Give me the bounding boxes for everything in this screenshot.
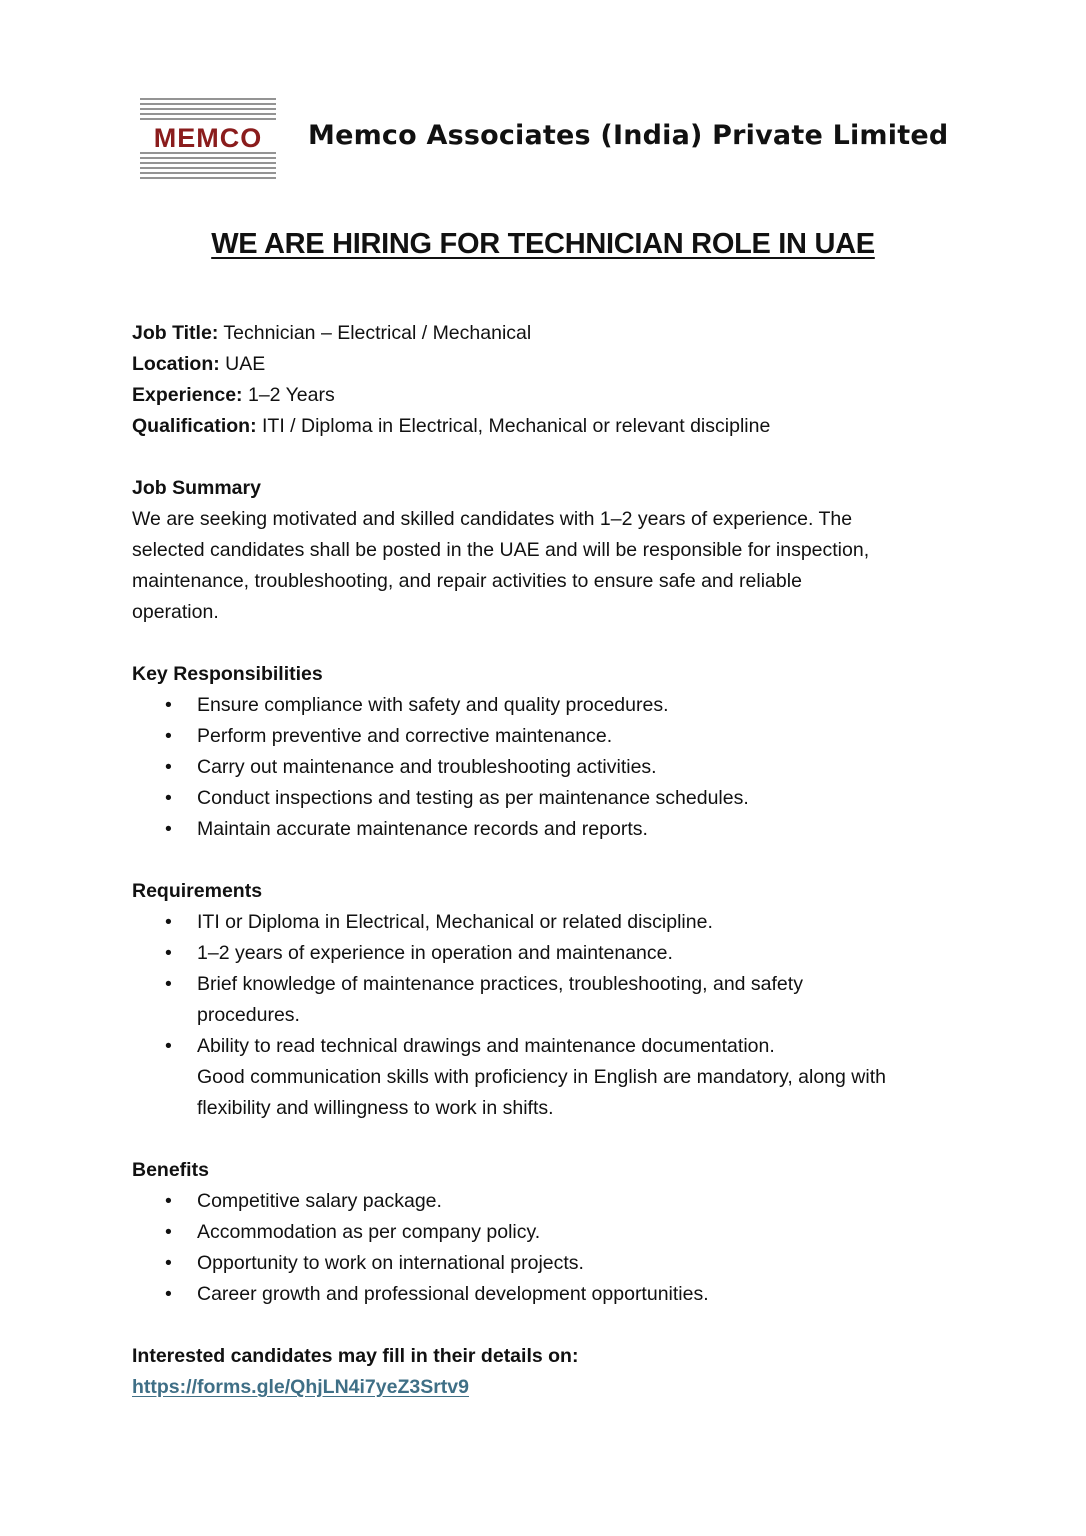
- bullet-icon: •: [165, 1190, 172, 1212]
- job-title-row: [132, 318, 962, 349]
- bullet-icon: •: [165, 911, 172, 933]
- job-summary-line: operation.: [132, 601, 219, 623]
- application-form-link[interactable]: https://forms.gle/QhjLN4i7yeZ3Srtv9: [132, 1376, 469, 1398]
- bullet-icon: •: [165, 787, 172, 809]
- benefits-heading: Benefits: [132, 1159, 209, 1181]
- list-item: • 1–2 years of experience in operation and maintenance.: [132, 938, 962, 969]
- list-item: • ITI or Diploma in Electrical, Mechanical or related discipline.: [132, 907, 962, 938]
- bullet-icon: •: [165, 725, 172, 747]
- qualification-label: Qualification:: [132, 415, 257, 437]
- bullet-icon: •: [165, 1252, 172, 1274]
- list-item-continuation: procedures.: [197, 1004, 300, 1026]
- page-title: WE ARE HIRING FOR TECHNICIAN ROLE IN UAE: [211, 228, 875, 260]
- experience-label: Experience:: [132, 384, 243, 406]
- list-item: • Ability to read technical drawings and maintenance documentation.: [132, 1031, 962, 1062]
- qualification-row: [132, 411, 962, 442]
- bullet-icon: •: [165, 973, 172, 995]
- list-item: • Accommodation as per company policy.: [132, 1217, 962, 1248]
- list-item: • Ensure compliance with safety and quality procedures.: [132, 690, 962, 721]
- responsibilities-list: [132, 690, 962, 845]
- svg-text:MEMCO: MEMCO: [153, 123, 263, 153]
- job-summary-line: We are seeking motivated and skilled candidates with 1–2 years of experience. The: [132, 508, 853, 530]
- location-label: Location:: [132, 353, 220, 375]
- list-item-continuation: Good communication skills with proficiency in English are mandatory, along with: [197, 1066, 886, 1088]
- requirements-list: [132, 907, 962, 1124]
- list-item: • Brief knowledge of maintenance practices, troubleshooting, and safety: [132, 969, 962, 1000]
- location-row: [132, 349, 962, 380]
- list-item: • Career growth and professional development opportunities.: [132, 1279, 962, 1310]
- location-value: UAE: [225, 353, 266, 375]
- memco-logo: [140, 97, 276, 181]
- list-item: • Opportunity to work on international projects.: [132, 1248, 962, 1279]
- benefits-list: [132, 1186, 962, 1310]
- experience-row: [132, 380, 962, 411]
- job-summary-heading: Job Summary: [132, 477, 261, 499]
- job-summary-line: maintenance, troubleshooting, and repair activities to ensure safe and reliable: [132, 570, 802, 592]
- bullet-icon: •: [165, 942, 172, 964]
- apply-instructions: Interested candidates may fill in their details on:: [132, 1345, 579, 1367]
- key-responsibilities-heading: Key Responsibilities: [132, 663, 323, 685]
- list-item: • Carry out maintenance and troubleshooting activities.: [132, 752, 962, 783]
- bullet-icon: •: [165, 1035, 172, 1057]
- experience-value: 1–2 Years: [247, 384, 335, 406]
- bullet-icon: •: [165, 756, 172, 778]
- list-item: • Conduct inspections and testing as per maintenance schedules.: [132, 783, 962, 814]
- list-item: • Maintain accurate maintenance records and reports.: [132, 814, 962, 845]
- qualification-value: ITI / Diploma in Electrical, Mechanical or relevant discipline: [262, 415, 771, 437]
- list-item-continuation: flexibility and willingness to work in shifts.: [197, 1097, 554, 1119]
- job-title-label: Job Title:: [132, 322, 219, 344]
- requirements-heading: Requirements: [132, 880, 263, 902]
- list-item: • Competitive salary package.: [132, 1186, 962, 1217]
- bullet-icon: •: [165, 694, 172, 716]
- bullet-icon: •: [165, 818, 172, 840]
- job-summary-line: selected candidates shall be posted in the UAE and will be responsible for inspection,: [132, 539, 870, 561]
- bullet-icon: •: [165, 1221, 172, 1243]
- job-title-value: Technician – Electrical / Mechanical: [223, 322, 532, 344]
- bullet-icon: •: [165, 1283, 172, 1305]
- job-posting-body: [132, 318, 962, 1403]
- list-item: • Perform preventive and corrective maintenance.: [132, 721, 962, 752]
- company-name: Memco Associates (India) Private Limited: [308, 120, 949, 151]
